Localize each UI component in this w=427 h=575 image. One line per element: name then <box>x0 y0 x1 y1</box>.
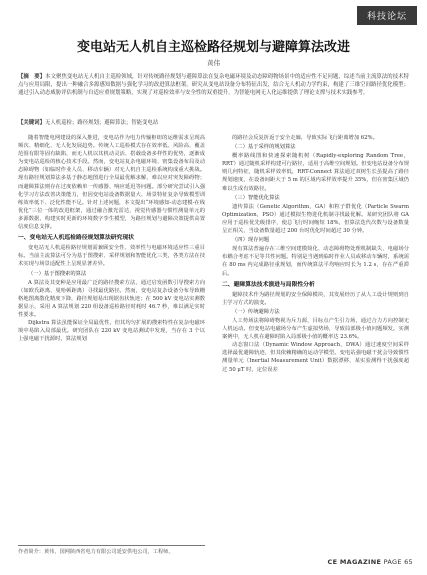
paragraph: 随着智能电网建设的深入推进，变电站作为电力传输枢纽的运维需求呈现高频次、精细化、无人化发展趋势。传统人工巡检模式存在效率低、风险高、覆盖范围有限等固有缺陷，而无人机以其机动灵活、搭载设备多样性的优势，逐渐成为变电站巡检的核心技术手段。然而，变电站复杂电磁环境、密集设备布局及动态障碍物（如临时作业人员、移动车辆）对无人机自主巡检系统构成重大挑战。现有路径规划算法多基于静态地图进行全局最优解求解，难以应对突发障碍物；而避障算法则存在过度依赖单一传感器、响应延迟等问题。部分研究尝试引入强化学习方法改善决策能力，但因变电站设备数据量大、场景特征复杂导致模型训练效率低下、泛化性能不足。针对上述问题，本文提出“环境感知-动态建模-在线优化”三位一体的改进框架，通过融合激光雷达、视觉传感器与惯性测量单元的多源数据，构建实时更新的环境数字孪生模型，为路径规划与避障决策提供高置信度信息支撑。 <box>18 135 205 231</box>
subsection-heading: （一）基于图搜索的算法 <box>28 270 87 277</box>
keywords-label: 【关键词】 <box>18 120 45 126</box>
keywords-text: 无人机巡检；路径规划；避障算法；智能变电站 <box>44 120 159 126</box>
subsection-heading: （一）传统避障方法 <box>232 308 280 315</box>
abstract <box>18 73 409 98</box>
subsection-heading: （三）智能优化算法 <box>232 194 280 201</box>
abstract-text: 本文聚焦变电站无人机自主巡检领域，针对传统路径规划与避障算法在复杂电磁环境及动态障碍物场景中的适应性不足问题，综述当前主流算法的技术特点与应用局限，提出一种融合多源感知数据与强化学习的改进算法框架。研究从变电站设备分布特征出发，结合无人机动力学约束，构建了三维空间路径优化模型；通过引入动态威胁评估机制与自适应重规划策略，实现了对巡检效率与安全性的双重提升。为智能电网无人化运维提供了理论支撑与技术实践参考。 <box>18 74 409 97</box>
keywords <box>18 119 409 127</box>
paragraph: 动态窗口法（Dynamic Window Approach，DWA）通过速度空间采样选择最优避障轨迹，但其依赖精确的运动学模型。变电站强电磁干扰会导致惯性测量单元（Inertial Measurement Unit）数据漂移，某实验测得干扰强度超过 50 μT 时，定位误差 <box>222 342 409 373</box>
magazine-name: CE MAGAZINE <box>327 558 382 566</box>
paragraph: 避障技术作为路径规划的安全保障模块，其发展经历了从人工设计规则到自主学习方式的演变。 <box>222 291 409 306</box>
page-number: 65 <box>404 558 413 566</box>
column-tag: 科技论坛 <box>357 6 417 25</box>
right-column <box>222 134 409 374</box>
subsection-heading: （四）现存问题 <box>232 237 270 244</box>
abstract-label: 【摘 要】 <box>18 74 46 80</box>
paragraph: 概率路线图和快速探索随机树（Rapidly-exploring Random Tree，RRT）通过随机采样构建可行路径，适用于高维空间规划。但变电站设备分布规则几何特征，随机采样效率低，RRT-Connect 算法通过双树生长虽提高了路径规划速度，在设备间距大于 5 m 的区域内采样效率提升 35%，但在密集区域仍难以生成有效路径。 <box>222 153 409 192</box>
left-column <box>18 134 205 343</box>
paragraph: Dijkstra 算法虽能保证全局最优性，但其均匀扩展的搜索特性在复杂电磁环境中易陷入局部最优。研究团队在 220 kV 变电站测试中发现，当存在 3 个以上强电磁干扰源时，算法规划 <box>18 320 205 343</box>
page-label: PAGE <box>383 558 402 566</box>
subsection-heading: （二）基于采样的规划算法 <box>232 144 296 151</box>
section-heading: 二、避障算法技术演进与局限性分析 <box>222 281 315 288</box>
page-footer <box>328 558 413 566</box>
paragraph: 的路径会反复折返于安全走廊，导致实际飞行距离增加 62%。 <box>232 135 378 141</box>
paragraph: 现有算法普遍存在三维空间建模简化、动态障碍物处理机制缺失、电磁场分布耦合考虑不足等共性问题。特别是当遇到临时作业人员或移动车辆时，系统需在 80 ms 内完成路径重规划，而传统算法平均响应时长为 1.2 s，存在严重滞后。 <box>222 246 409 277</box>
paragraph: 变电站无人机巡检路径规划需兼顾安全性、效率性与电磁环境适应性三重目标。当前主流算法可分为基于图搜索、采样规划和智能优化三类，各类方法在技术实现与场景适配性上呈现显著差异。 <box>18 245 205 268</box>
article-title: 变电站无人机自主巡检路径规划与避障算法改进 <box>76 40 350 55</box>
author-name: 黄伟 <box>207 59 220 67</box>
section-heading: 一、变电站无人机巡检路径规划算法研究现状 <box>18 235 134 242</box>
paragraph: A 算法及其变种是应用最广泛的路径搜索方法，通过启发函数引导搜索方向（如欧氏距离、曼哈顿距离）寻找最优路径。然而，变电站复杂设备分布导致栅格地图离散化精度下降，路径规划易出现锯齿状轨迹；在 500 kV 变电站实测数据显示，采用 A 算法规划 220 组设备巡检路径时耗时 46.7 秒，难以满足实时性要求。 <box>18 279 205 318</box>
author-footnote: 作者简介：黄伟，国网陕西省电力有限公司延安供电公司，工程师。 <box>18 549 174 555</box>
footnote-divider <box>18 545 205 546</box>
paragraph: 人工势场法将障碍物视为斥力源，目标点产生引力场，通过合力方向控制无人机运动。但变电站电磁场分布产生虚拟势场，导致局部极小值问题频发。实测案例中，无人机在避障时陷入局部极小值的概率达 23.6%。 <box>222 317 409 341</box>
paragraph: 遗传算法（Genetic Algorithm，GA）和粒子群优化（Particle Swarm Optimization，PSO）通过模拟生物进化机制寻找最优解。某研究团队将 GA 应用于巡检优先级排序，使总飞行时间缩短 18%，但算法迭代次数与设备数量呈正相关，当设备数量超过 200 台时优化时间超过 30 分钟。 <box>222 203 409 235</box>
